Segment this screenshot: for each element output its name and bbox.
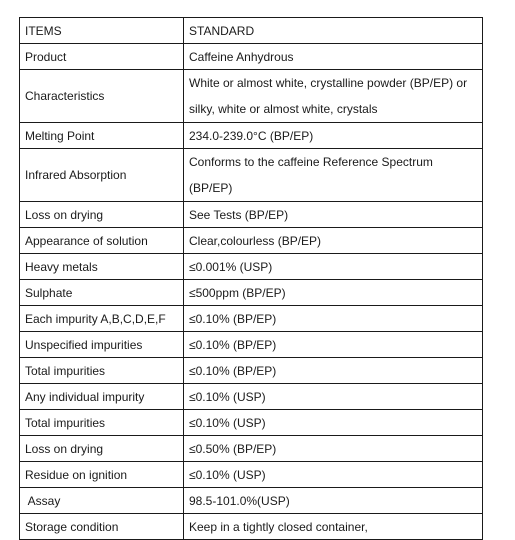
standard-cell: Conforms to the caffeine Reference Spectrum (BP/EP) bbox=[184, 149, 483, 202]
item-cell: Assay bbox=[20, 488, 184, 514]
table-row bbox=[20, 202, 483, 228]
table-row bbox=[20, 70, 483, 123]
table-row bbox=[20, 123, 483, 149]
standard-cell: ≤0.10% (USP) bbox=[184, 462, 483, 488]
standard-cell: ≤0.10% (USP) bbox=[184, 384, 483, 410]
standard-cell: Keep in a tightly closed container, bbox=[184, 514, 483, 540]
item-cell: Total impurities bbox=[20, 410, 184, 436]
table-row bbox=[20, 306, 483, 332]
standard-cell: ≤500ppm (BP/EP) bbox=[184, 280, 483, 306]
table-row bbox=[20, 44, 483, 70]
item-cell: Total impurities bbox=[20, 358, 184, 384]
table-row bbox=[20, 332, 483, 358]
item-cell: Heavy metals bbox=[20, 254, 184, 280]
standard-cell: See Tests (BP/EP) bbox=[184, 202, 483, 228]
item-cell: Characteristics bbox=[20, 70, 184, 123]
item-cell: Appearance of solution bbox=[20, 228, 184, 254]
table-row bbox=[20, 410, 483, 436]
item-cell: Unspecified impurities bbox=[20, 332, 184, 358]
standard-cell: 98.5-101.0%(USP) bbox=[184, 488, 483, 514]
item-cell: Storage condition bbox=[20, 514, 184, 540]
item-cell: Loss on drying bbox=[20, 202, 184, 228]
table-row bbox=[20, 358, 483, 384]
item-cell: Product bbox=[20, 44, 184, 70]
table-row bbox=[20, 462, 483, 488]
item-cell: Residue on ignition bbox=[20, 462, 184, 488]
table-row bbox=[20, 149, 483, 202]
standard-cell: ≤0.10% (BP/EP) bbox=[184, 358, 483, 384]
standard-cell: White or almost white, crystalline powder (BP/EP) or silky, white or almost white, crystals bbox=[184, 70, 483, 123]
standard-cell: ≤0.001% (USP) bbox=[184, 254, 483, 280]
header-items: ITEMS bbox=[20, 18, 184, 44]
standard-cell: Caffeine Anhydrous bbox=[184, 44, 483, 70]
table-row bbox=[20, 488, 483, 514]
table-row bbox=[20, 228, 483, 254]
item-cell: Melting Point bbox=[20, 123, 184, 149]
standard-cell: ≤0.10% (USP) bbox=[184, 410, 483, 436]
table-row bbox=[20, 384, 483, 410]
standard-cell: Clear,colourless (BP/EP) bbox=[184, 228, 483, 254]
item-cell: Any individual impurity bbox=[20, 384, 184, 410]
table-row bbox=[20, 254, 483, 280]
standard-cell: ≤0.10% (BP/EP) bbox=[184, 332, 483, 358]
table-header-row bbox=[20, 18, 483, 44]
standard-cell: ≤0.10% (BP/EP) bbox=[184, 306, 483, 332]
table-row bbox=[20, 514, 483, 540]
item-cell: Loss on drying bbox=[20, 436, 184, 462]
table-row bbox=[20, 280, 483, 306]
standard-cell: 234.0-239.0°C (BP/EP) bbox=[184, 123, 483, 149]
specification-table bbox=[19, 17, 483, 540]
item-cell: Sulphate bbox=[20, 280, 184, 306]
standard-cell: ≤0.50% (BP/EP) bbox=[184, 436, 483, 462]
table-row bbox=[20, 436, 483, 462]
header-standard: STANDARD bbox=[184, 18, 483, 44]
item-cell: Each impurity A,B,C,D,E,F bbox=[20, 306, 184, 332]
item-cell: Infrared Absorption bbox=[20, 149, 184, 202]
